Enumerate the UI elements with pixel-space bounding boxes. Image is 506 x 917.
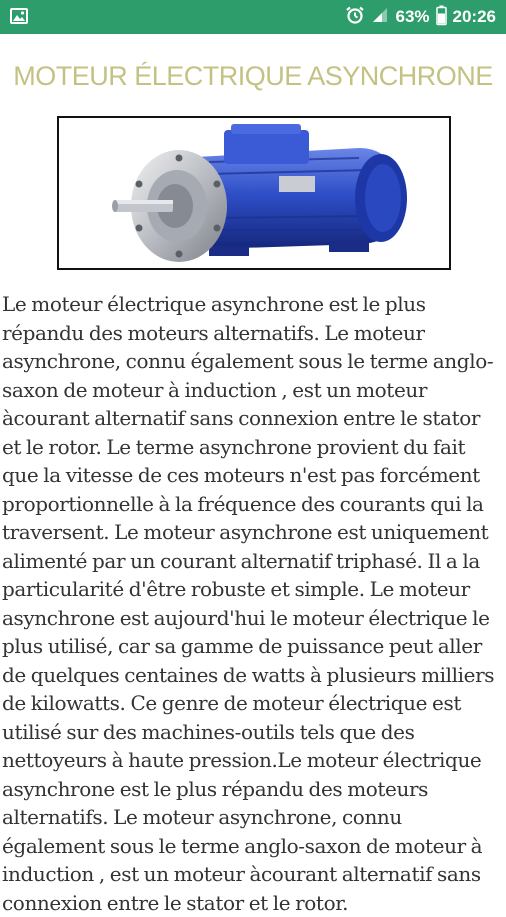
article-body: Le moteur électrique asynchrone est le plus répandu des moteurs alternatifs. Le moteur asynchrone, connu également sous le terme anglo-saxon de moteur à induction , est un moteur àcourant alternatif sans connexion entre le stator et le rotor. Le terme asynchrone provient du fait que la vitesse de ces moteurs n'est pas forcément proportionnelle à la fréquence des courants qui la traversent. Le moteur asynchrone est uniquement alimenté par un courant alternatif triphasé. Il a la particularité d'être robuste et simple. Le moteur asynchrone est aujourd'hui le moteur électrique le plus utilisé, car sa gamme de puissance peut aller de quelques centaines de watts à plusieurs milliers de kilowatts. Ce genre de moteur électrique est utilisé sur des machines-outils tels que des nettoyeurs à haute pression.Le moteur électrique asynchrone est le plus répandu des moteurs alternatifs. Le moteur asynchrone, connu également sous le terme anglo-saxon de moteur à induction , est un moteur àcourant alternatif sans connexion entre le stator et le rotor. — [2, 292, 495, 915]
alarm-icon — [345, 5, 365, 30]
article-view[interactable] — [0, 34, 506, 915]
image-icon — [10, 8, 28, 24]
battery-percentage: 63% — [395, 7, 430, 26]
status-bar — [0, 0, 506, 34]
signal-icon — [371, 6, 389, 29]
battery-icon — [436, 5, 447, 30]
status-indicators — [345, 0, 496, 34]
clock: 20:26 — [452, 7, 496, 26]
electric-motor-image — [57, 116, 451, 270]
page-title: MOTEUR ÉLECTRIQUE ASYNCHRONE — [13, 61, 493, 91]
